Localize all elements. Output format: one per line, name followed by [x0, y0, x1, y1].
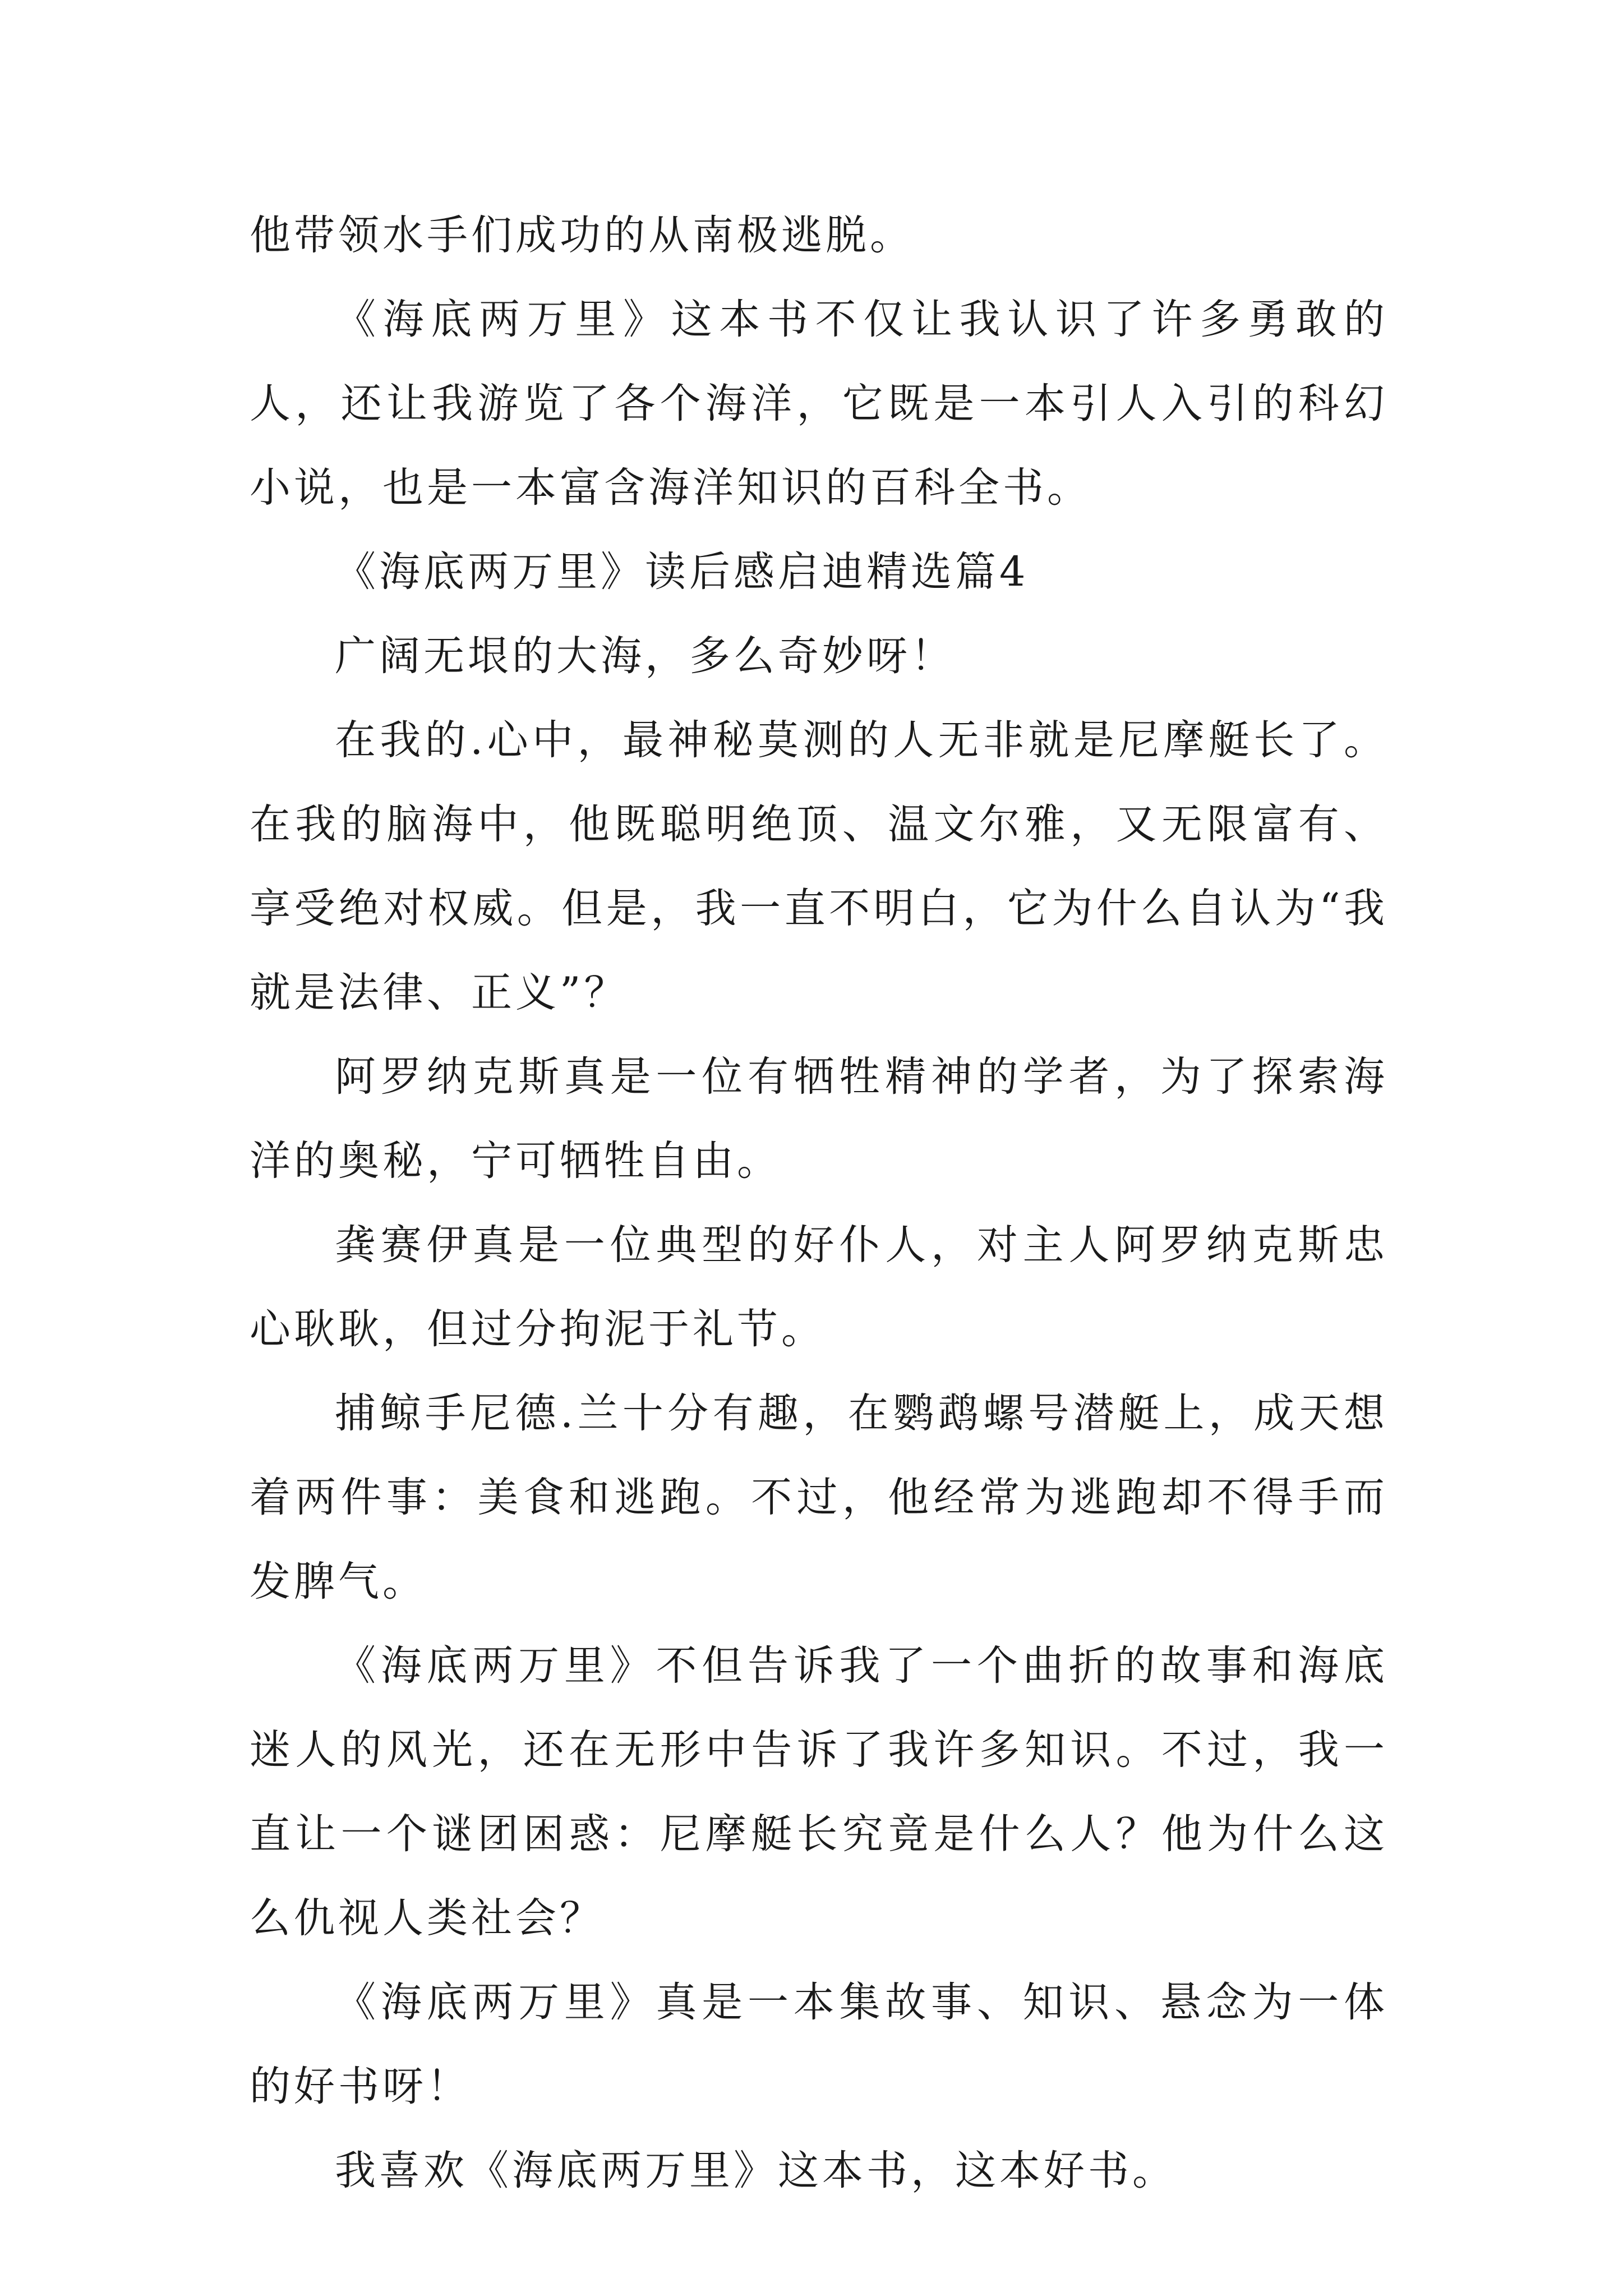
paragraph: 龚赛伊真是一位典型的好仆人，对主人阿罗纳克斯忠心耿耿，但过分拘泥于礼节。	[250, 1221, 1388, 1353]
paragraph: 阿罗纳克斯真是一位有牺牲精神的学者，为了探索海洋的奥秘，宁可牺牲自由。	[250, 1053, 1388, 1185]
paragraph: 广阔无垠的大海，多么奇妙呀！	[335, 632, 955, 680]
document-body	[250, 194, 1388, 2213]
paragraph: 他带领水手们成功的从南极逃脱。	[250, 211, 914, 259]
paragraph: 捕鲸手尼德.兰十分有趣，在鹦鹉螺号潜艇上，成天想着两件事：美食和逃跑。不过，他经常为逃跑却不得手而发脾气。	[250, 1389, 1388, 1605]
paragraph: 《海底两万里》不但告诉我了一个曲折的故事和海底迷人的风光，还在无形中告诉了我许多知识。不过，我一直让一个谜团困惑：尼摩艇长究竟是什么人？他为什么这么仇视人类社会？	[250, 1642, 1388, 1942]
paragraph: 《海底两万里》真是一本集故事、知识、悬念为一体的好书呀！	[250, 1978, 1388, 2110]
paragraph: 在我的.心中，最神秘莫测的人无非就是尼摩艇长了。在我的脑海中，他既聪明绝顶、温文尔雅，又无限富有、享受绝对权威。但是，我一直不明白，它为什么自认为“我就是法律、正义”？	[250, 716, 1388, 1016]
paragraph: 我喜欢《海底两万里》这本书，这本好书。	[335, 2147, 1177, 2194]
section-heading: 《海底两万里》读后感启迪精选篇4	[335, 548, 1029, 596]
paragraph: 《海底两万里》这本书不仅让我认识了许多勇敢的人，还让我游览了各个海洋，它既是一本引人入引的科幻小说，也是一本富含海洋知识的百科全书。	[250, 296, 1388, 512]
